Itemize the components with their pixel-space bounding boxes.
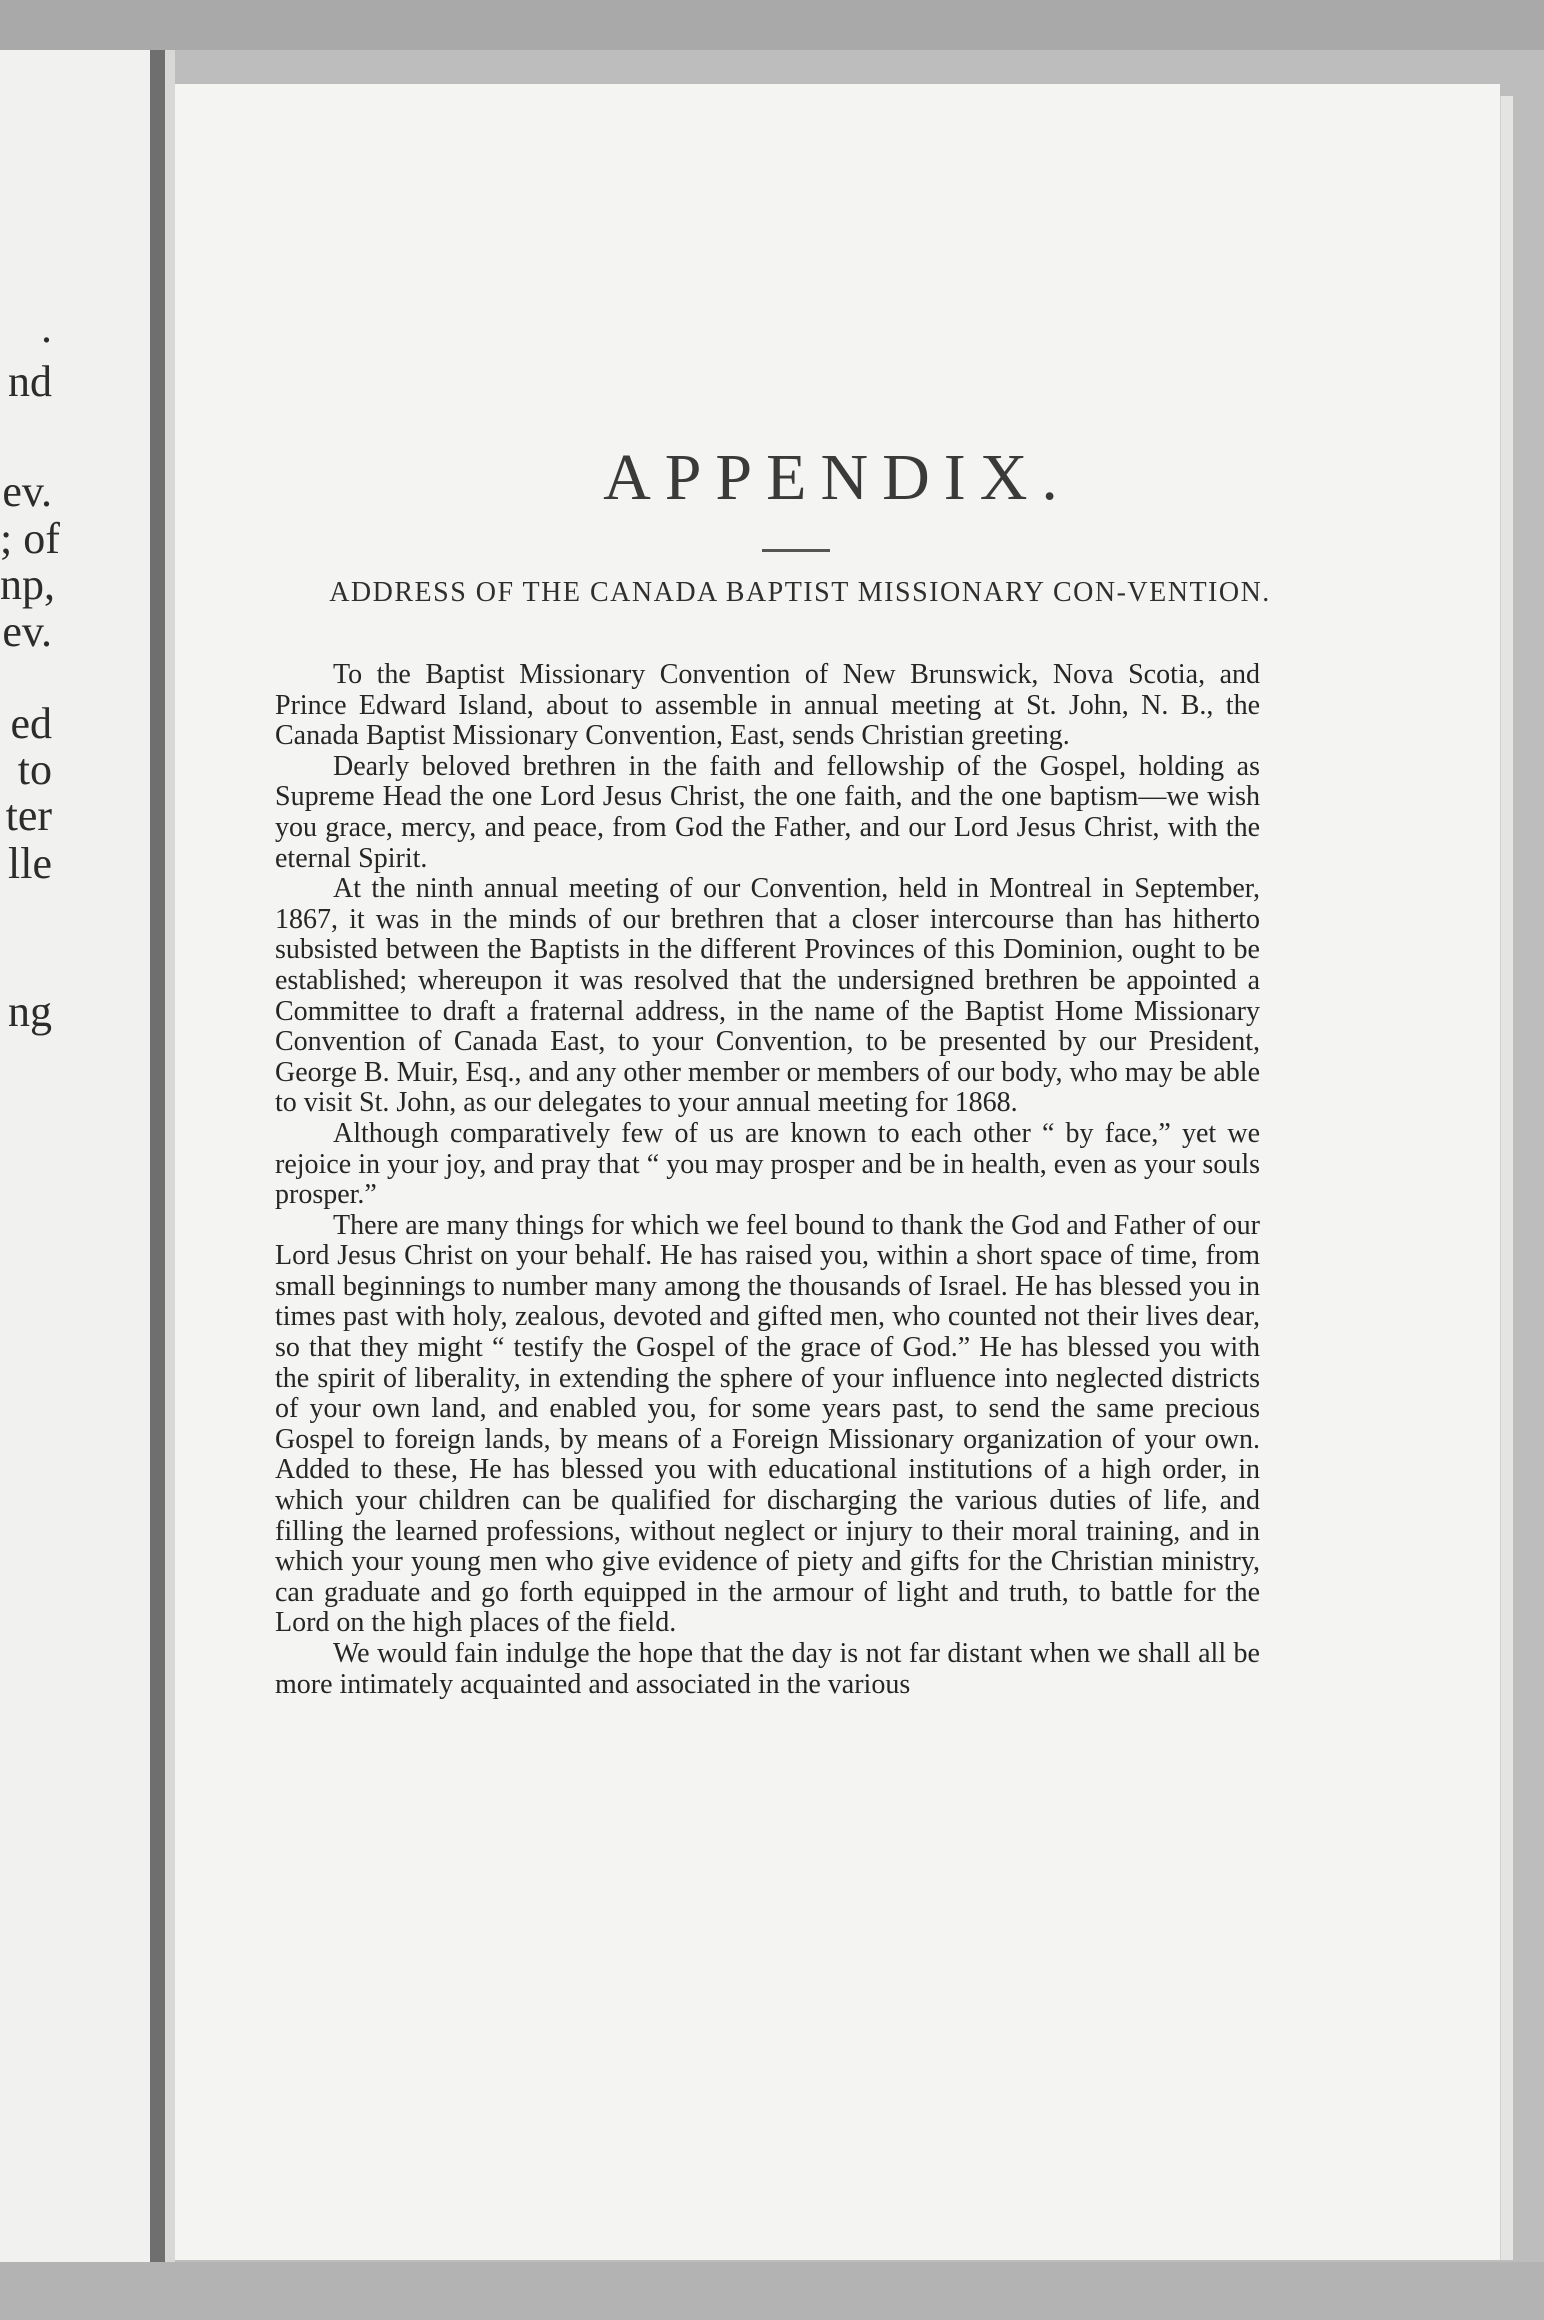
- facing-page-fragment: nd: [8, 357, 52, 406]
- book-gutter: [150, 50, 165, 2262]
- title-rule: [762, 549, 830, 552]
- facing-page-fragment: to: [17, 745, 52, 794]
- facing-page-fragment: .: [41, 303, 52, 352]
- facing-page-fragment: ev.: [2, 607, 52, 656]
- facing-page-fragment: ev.: [2, 467, 52, 516]
- facing-page-edge: [0, 50, 150, 2262]
- scan-background-top: [0, 0, 1544, 50]
- facing-page-fragment: ter: [5, 791, 52, 840]
- paragraph: To the Baptist Missionary Convention of New Brunswick, Nova Scotia, and Prince Edward Island, about to assemble in annual meeting at St. John, N. B., the Canada Baptist Missionary Convention, East, sends Christian greeting.: [275, 659, 1260, 752]
- facing-page-fragment: lle: [8, 839, 52, 888]
- paragraph: Dearly beloved brethren in the faith and fellowship of the Gospel, holding as Supreme Head the one Lord Jesus Christ, the one faith, and the one baptism—we wish you grace, mercy, and peace, from God the Father, and our Lord Jesus Christ, with the eternal Spirit.: [275, 750, 1260, 874]
- facing-page-fragment: ; of: [0, 514, 60, 563]
- paragraph: There are many things for which we feel bound to thank the God and Father of our Lord Jesus Christ on your behalf. He has raised you, within a short space of time, from small beginnings to number many among the thousands of Israel. He has blessed you in times past with holy, zealous, devoted and gifted men, who counted not their lives dear, so that they might “ testify the Gospel of the grace of God.” He has blessed you with the spirit of liberality, in extending the sphere of your influence into neglected districts of your own land, and enabled you, for some years past, to send the same precious Gospel to foreign lands, by means of a Foreign Missionary organization of your own. Added to these, He has blessed you with educational institutions of a high order, in which your children can be qualified for discharging the various duties of life, and filling the learned professions, without neglect or injury to their moral training, and in which your young men who give evidence of piety and gifts for the Christian ministry, can graduate and go forth equipped in the armour of light and truth, to battle for the Lord on the high places of the field.: [275, 1209, 1260, 1639]
- page-edge: [1500, 96, 1513, 2260]
- page-title: APPENDIX.: [603, 441, 1072, 514]
- facing-page-fragment: ed: [10, 699, 52, 748]
- gutter-shadow: [165, 50, 175, 2262]
- facing-page-fragment: ng: [8, 987, 52, 1036]
- paragraph: We would fain indulge the hope that the day is not far distant when we shall all be more intimately acquainted and associated in the various: [275, 1638, 1260, 1700]
- facing-page-fragment: np,: [0, 560, 55, 609]
- paragraph: Although comparatively few of us are known to each other “ by face,” yet we rejoice in your joy, and pray that “ you may prosper and be in health, even as your souls prosper.”: [275, 1117, 1260, 1211]
- scan-background-bottom: [0, 2262, 1544, 2320]
- body-text: [275, 660, 1260, 1700]
- section-heading: ADDRESS OF THE CANADA BAPTIST MISSIONARY CON-VENTION.: [329, 577, 1271, 608]
- paragraph: At the ninth annual meeting of our Convention, held in Montreal in September, 1867, it was in the minds of our brethren that a closer intercourse than has hitherto subsisted between the Baptists in the different Provinces of this Dominion, ought to be established; whereupon it was resolved that the undersigned brethren be appointed a Committee to draft a fraternal address, in the name of the Baptist Home Missionary Convention of Canada East, to your Convention, to be presented by our President, George B. Muir, Esq., and any other member or members of our body, who may be able to visit St. John, as our delegates to your annual meeting for 1868.: [275, 873, 1260, 1119]
